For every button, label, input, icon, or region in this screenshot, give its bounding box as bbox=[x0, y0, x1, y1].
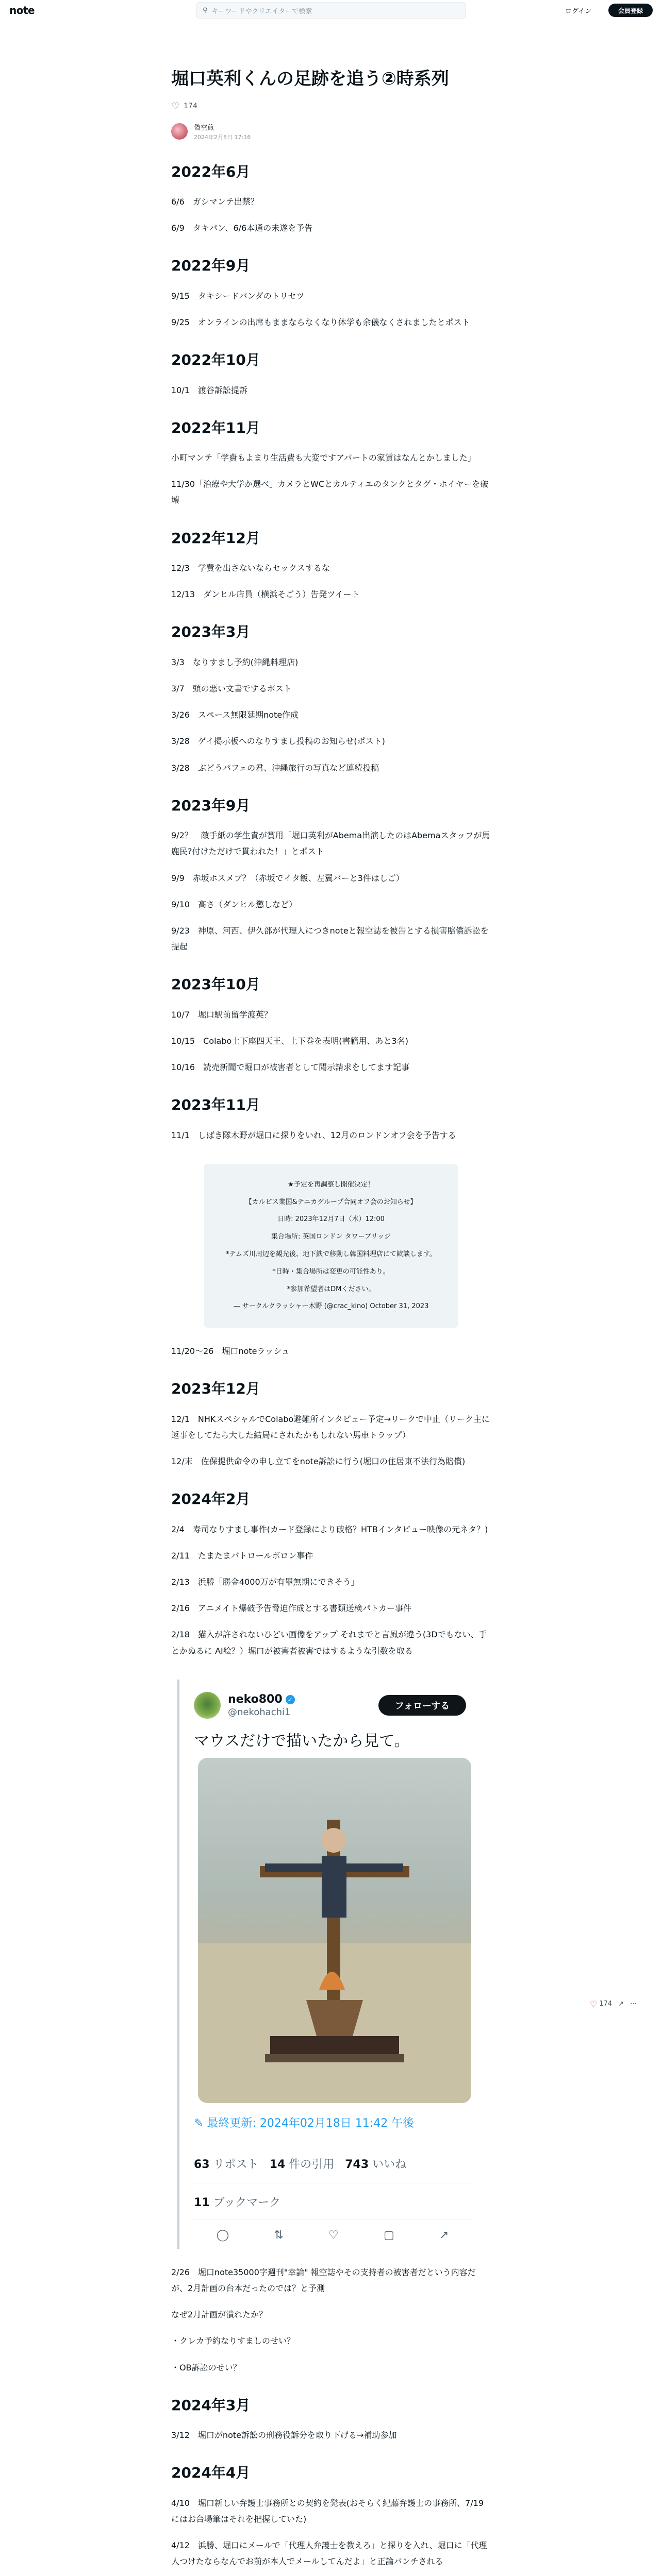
section-heading: 2023年3月 bbox=[171, 623, 251, 641]
signup-button[interactable]: 会員登録 bbox=[608, 4, 653, 17]
like-icon[interactable]: ♡ bbox=[328, 2228, 339, 2242]
floating-like-count: 174 bbox=[599, 2000, 613, 2008]
section-heading: 2023年9月 bbox=[171, 796, 251, 814]
section-heading: 2023年10月 bbox=[171, 976, 260, 993]
timeline-entry: 10/16 読売新聞で堀口が被害者として閲示請求をしてます記事 bbox=[171, 1062, 410, 1073]
repost-label[interactable]: リポスト bbox=[213, 2158, 259, 2171]
author-info[interactable] bbox=[171, 122, 491, 141]
tweet-avatar[interactable] bbox=[194, 1692, 221, 1719]
bookmark-label[interactable]: ブックマーク bbox=[213, 2196, 281, 2209]
reply-icon[interactable]: ◯ bbox=[216, 2228, 229, 2242]
timeline-entry: 10/7 堀口駅前留学渡英？ bbox=[171, 1009, 272, 1020]
like-count[interactable] bbox=[171, 101, 491, 112]
tweet-image[interactable] bbox=[198, 1758, 471, 2103]
article bbox=[171, 67, 491, 2576]
timeline-entry: 9/15 タキシードパンダのトリセツ bbox=[171, 291, 305, 301]
avatar[interactable] bbox=[171, 123, 188, 140]
heart-icon[interactable]: ♡ bbox=[171, 100, 180, 112]
search-icon: ⚲ bbox=[203, 6, 208, 14]
section-heading: 2023年12月 bbox=[171, 1380, 260, 1398]
pencil-icon: ✎ bbox=[194, 2116, 207, 2130]
top-bar bbox=[0, 0, 662, 21]
repost-icon[interactable]: ⇅ bbox=[274, 2228, 284, 2242]
tweet-stats bbox=[194, 2144, 471, 2172]
section-heading: 2023年11月 bbox=[171, 1096, 260, 1114]
tweet-author-name[interactable]: neko800 bbox=[228, 1692, 283, 1706]
embedded-post-notice bbox=[204, 1164, 458, 1328]
timeline-entry: 12/末 佐保提供命令の申し立てをnote訴訟に行う(堀口の住居東不法行為賠償) bbox=[171, 1456, 466, 1467]
timeline-section bbox=[171, 163, 491, 236]
timeline-entry: 6/6 ガシマンテ出禁？ bbox=[171, 196, 259, 207]
notice-line: *日時・集合場所は変更の可能性あり。 bbox=[272, 1267, 390, 1276]
timeline-section bbox=[171, 975, 491, 1075]
notice-line: — サークルクラッシャー木野 (@crac_kino) October 31, 2023 bbox=[233, 1302, 429, 1311]
timeline-section bbox=[171, 351, 491, 398]
share-icon[interactable]: ↗ bbox=[618, 2000, 624, 2008]
search-input[interactable] bbox=[196, 2, 466, 19]
timeline-entry: ・OB訴訟のせい？ bbox=[171, 2362, 241, 2372]
timeline-entry: 11/30「治療や大学か選べ」カメラとWCとカルティエのタンクとタグ・ホイヤーを破壊 bbox=[171, 479, 489, 505]
note-logo[interactable]: note bbox=[9, 4, 35, 16]
timeline-entry: 9/25 オンラインの出席もままならなくなり休学も余儀なくされましたとポスト bbox=[171, 317, 470, 327]
heart-icon[interactable]: ♡ bbox=[590, 1999, 598, 2009]
verified-icon: ✓ bbox=[286, 1695, 295, 1704]
timeline-entry: 9/23 神原、河西、伊久部が代理人につきnoteと報空誌を被告とする損害賠償訴訟を提起 bbox=[171, 925, 489, 952]
crucifix-drawing bbox=[198, 1758, 471, 2103]
repost-count[interactable]: 63 bbox=[194, 2158, 210, 2171]
quote-label[interactable]: 件の引用 bbox=[289, 2158, 335, 2171]
section-heading: 2024年2月 bbox=[171, 1490, 251, 1508]
like-label[interactable]: いいね bbox=[372, 2158, 407, 2171]
tweet-text: マウスだけで描いたから見て。 bbox=[194, 1732, 410, 1750]
timeline-entry: 4/12 浜勝、堀口にメールで「代理人弁護士を教えろ」と探りを入れ、堀口に「代理人つけたならなんでお前が本人でメールしてんだよ」と正論パンチされる bbox=[171, 2540, 487, 2567]
timeline-section bbox=[171, 1096, 491, 1143]
section-heading: 2022年11月 bbox=[171, 419, 260, 436]
timeline-entry: ・クレカ予約なりすましのせい？ bbox=[171, 2336, 295, 2346]
section-heading: 2022年9月 bbox=[171, 257, 251, 275]
share-icon[interactable]: ↗ bbox=[439, 2228, 449, 2242]
timeline-section bbox=[171, 419, 491, 509]
timeline-entry: 2/26 堀口note35000字週刊"幸論" 報空誌やその支持者の被害者だという内容だが、2月計画の台本だったのでは？と予測 bbox=[171, 2267, 476, 2294]
timeline-entry: 2/13 浜勝「勝金4000万が有罪無期にできそう」 bbox=[171, 1577, 359, 1587]
timeline-entry: 12/1 NHKスペシャルでColabo避難所インタビュー予定→リークで中止（リーク主に返事をしてたら大した結局にされたかもしれない馬車トラップ） bbox=[171, 1414, 490, 1440]
timeline-entry: 4/10 堀口新しい弁護士事務所との契約を発表(おそらく紀藤弁護士の事務所、7/19にはお台場筆はそれを把握していた) bbox=[171, 2498, 484, 2524]
tweet-updated[interactable] bbox=[194, 2114, 471, 2130]
tweet-updated-text[interactable]: 最終更新: 2024年02月18日 11:42 午後 bbox=[207, 2116, 415, 2130]
timeline-section bbox=[171, 2396, 491, 2444]
timeline-entry: 3/12 堀口がnote訴訟の刑務役訴分を取り下げる→補助参加 bbox=[171, 2430, 397, 2441]
timeline-section bbox=[171, 623, 491, 775]
author-name[interactable]: 偽空煎 bbox=[194, 124, 214, 132]
follow-button[interactable]: フォローする bbox=[378, 1695, 466, 1716]
section-heading: 2024年4月 bbox=[171, 2464, 251, 2482]
notice-line: ★予定を再調整し開催決定！ bbox=[288, 1180, 374, 1189]
timeline-entry: 2/18 猫入が許されないひどい画像をアップ それまでと言風が違う(3Dでもない、手とかぬるに AI絵？）堀口が被害者被害ではするような引数を取る bbox=[171, 1630, 487, 1656]
more-icon[interactable]: ⋯ bbox=[630, 2000, 637, 2008]
timeline-entry: 12/13 ダンヒル店員（横浜そごう）告発ツイート bbox=[171, 589, 360, 600]
section-heading: 2022年10月 bbox=[171, 351, 260, 369]
bookmark-count[interactable]: 11 bbox=[194, 2196, 210, 2209]
timeline-section bbox=[171, 1380, 491, 1469]
timeline-entry: 9/10 高さ（ダンヒル懲しなど） bbox=[171, 899, 297, 909]
notice-line: *参加希望者はDMください。 bbox=[287, 1285, 375, 1293]
notice-line: 【カルビス業国&テニカグループ合同オフ会のお知らせ】 bbox=[245, 1198, 417, 1206]
section-heading: 2022年12月 bbox=[171, 529, 260, 547]
timeline-section bbox=[171, 257, 491, 330]
timeline-entry: 3/3 なりすまし予約(沖縄料理店) bbox=[171, 657, 299, 667]
timeline-entry: 小町マンテ「学費もよまり生活費も大変ですアパートの家賃はなんとかしました」 bbox=[171, 453, 476, 463]
section-heading: 2024年3月 bbox=[171, 2396, 251, 2414]
post-date: 2024年2月8日 17:16 bbox=[194, 133, 251, 141]
timeline-entry: 9/9 赤坂ホスメブ？（赤坂でイタ飯、左翼バーと3件はしご） bbox=[171, 873, 404, 883]
timeline-entry: 3/28 ゲイ掲示板へのなりすまし投稿のお知らせ(ポスト) bbox=[171, 736, 385, 747]
search-placeholder: キーワードやクリエイターで検索 bbox=[211, 7, 312, 15]
tweet-handle[interactable]: @nekohachi1 bbox=[228, 1706, 291, 1718]
bookmark-icon[interactable]: ▢ bbox=[383, 2228, 394, 2242]
tweet-actions bbox=[194, 2219, 471, 2242]
timeline-entry: 9/2？ 敵手紙の学生責が賞用「堀口英利がAbema出演したのはAbemaスタッフが馬鹿民?付けただけで貫われた！」とポスト bbox=[171, 831, 490, 857]
like-count-value: 174 bbox=[184, 102, 197, 111]
timeline-entry: 3/26 スペース無限延期note作成 bbox=[171, 710, 299, 720]
timeline-section bbox=[171, 2464, 491, 2576]
timeline-entry: 6/9 タキパン、6/6本通の未遂を予告 bbox=[171, 223, 313, 233]
timeline-entry: 10/1 渡谷訴訟提訴 bbox=[171, 385, 247, 395]
article-title: 堀口英利くんの足跡を追う②時系列 bbox=[171, 69, 449, 89]
timeline-entry: 11/20〜26 堀口noteラッシュ bbox=[171, 1346, 290, 1357]
floating-actions bbox=[590, 1999, 643, 2009]
bookmark-stats bbox=[194, 2183, 471, 2210]
embedded-tweet[interactable] bbox=[177, 1680, 483, 2249]
timeline-entry: なぜ2月計画が潰れたか？ bbox=[171, 2310, 268, 2320]
timeline-entry: 12/3 学費を出さないならセックスするな bbox=[171, 563, 330, 573]
notice-line: *テムズ川周辺を観光後、地下鉄で移動し韓国料理店にて歓談します。 bbox=[226, 1250, 436, 1258]
login-link[interactable]: ログイン bbox=[565, 8, 592, 15]
quote-count[interactable]: 14 bbox=[269, 2158, 286, 2171]
timeline-entry: 11/1 しばき隊木野が堀口に探りをいれ、12月のロンドンオフ会を予告する bbox=[171, 1130, 456, 1140]
section-heading: 2022年6月 bbox=[171, 163, 251, 180]
timeline-entry: 2/4 寿司なりすまし事件(カード登録により破格？HTBインタビュー映像の元ネタ？) bbox=[171, 1524, 488, 1534]
timeline-entry: 3/7 頭の悪い文書でするポスト bbox=[171, 684, 292, 693]
timeline-entry: 2/16 アニメイト爆破予告脅迫作成とする書類送検パトカー事件 bbox=[171, 1603, 412, 1614]
like-count-tweet[interactable]: 743 bbox=[345, 2158, 369, 2171]
timeline-section bbox=[171, 1490, 491, 1659]
timeline-entry: 3/28 ぶどうパフェの君、沖縄旅行の写真など連続投稿 bbox=[171, 762, 379, 773]
notice-line: 日時: 2023年12月7日（木）12:00 bbox=[277, 1215, 385, 1224]
timeline-entry: 2/11 たまたまバトロールボロン事件 bbox=[171, 1550, 313, 1561]
timeline-section bbox=[171, 796, 491, 955]
timeline-section bbox=[171, 529, 491, 603]
notice-line: 集合場所: 英国ロンドン タワーブリッジ bbox=[271, 1233, 391, 1241]
timeline-entry: 10/15 Colabo土下座四天王、上下巻を表明(書籍用、あと3名) bbox=[171, 1036, 408, 1046]
